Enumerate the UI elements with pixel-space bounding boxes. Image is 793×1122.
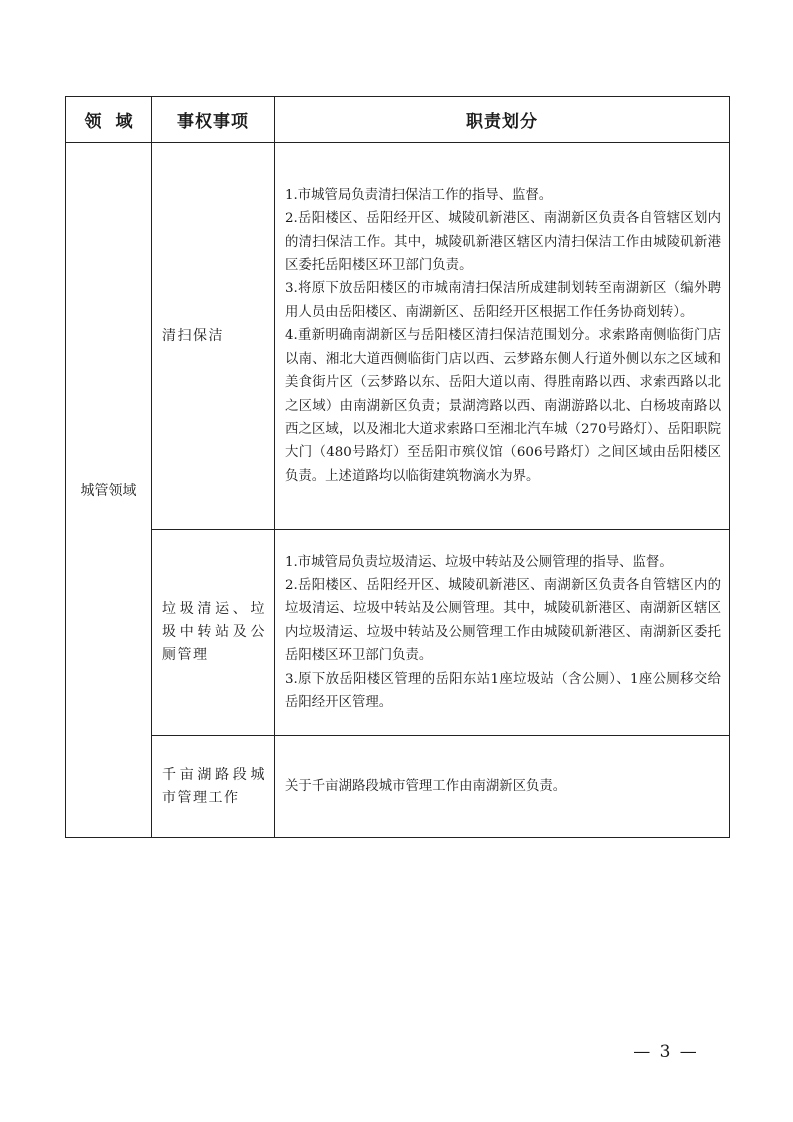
item-cell: 垃圾清运、垃圾中转站及公厕管理 (152, 530, 275, 736)
table-header-row (66, 97, 730, 143)
page-number: — 3 — (633, 1042, 699, 1062)
table-row (66, 530, 730, 736)
duty-cell (275, 736, 730, 838)
header-duty: 职责划分 (275, 97, 730, 143)
table-row (66, 143, 730, 530)
duty-paragraph: 1.市城管局负责垃圾清运、垃圾中转站及公厕管理的指导、监督。 (285, 554, 673, 570)
duty-cell (275, 530, 730, 736)
header-field: 领域 (66, 97, 152, 143)
table-row (66, 736, 730, 838)
duty-cell (275, 143, 730, 530)
item-cell: 清扫保洁 (152, 143, 275, 530)
duty-paragraph: 2.岳阳楼区、岳阳经开区、城陵矶新港区、南湖新区负责各自管辖区内的垃圾清运、垃圾中转站及公厕管理。其中，城陵矶新港区、南湖新区辖区内垃圾清运、垃圾中转站及公厕管理工作由城陵矶新港区、南湖新区委托岳阳楼区环卫部门负责。 (285, 577, 721, 664)
header-item: 事权事项 (152, 97, 275, 143)
duty-paragraph: 4.重新明确南湖新区与岳阳楼区清扫保洁范围划分。求索路南侧临街门店以南、湘北大道西侧临街门店以西、云梦路东侧人行道外侧以东之区域和美食街片区（云梦路以东、岳阳大道以南、得胜南路以西、求索西路以北之区域）由南湖新区负责；景湖湾路以西、南湖游路以北、白杨坡南路以西之区域，以及湘北大道求索路口至湘北汽车城（270号路灯）、岳阳职院大门（480号路灯）至岳阳市殡仪馆（606号路灯）之间区域由岳阳楼区负责。上述道路均以临街建筑物滴水为界。 (285, 328, 721, 484)
duty-paragraph: 3.将原下放岳阳楼区的市城南清扫保洁所成建制划转至南湖新区（编外聘用人员由岳阳楼区、南湖新区、岳阳经开区根据工作任务协商划转）。 (285, 281, 721, 320)
duty-paragraph: 1.市城管局负责清扫保洁工作的指导、监督。 (285, 187, 553, 203)
responsibility-table (65, 96, 730, 838)
domain-cell: 城管领域 (66, 143, 152, 838)
item-cell: 千亩湖路段城市管理工作 (152, 736, 275, 838)
duty-paragraph: 关于千亩湖路段城市管理工作由南湖新区负责。 (285, 778, 567, 794)
duty-paragraph: 2.岳阳楼区、岳阳经开区、城陵矶新港区、南湖新区负责各自管辖区划内的清扫保洁工作。其中，城陵矶新港区辖区内清扫保洁工作由城陵矶新港区委托岳阳楼区环卫部门负责。 (285, 211, 721, 274)
duty-paragraph: 3.原下放岳阳楼区管理的岳阳东站1座垃圾站（含公厕）、1座公厕移交给岳阳经开区管理。 (285, 671, 721, 711)
